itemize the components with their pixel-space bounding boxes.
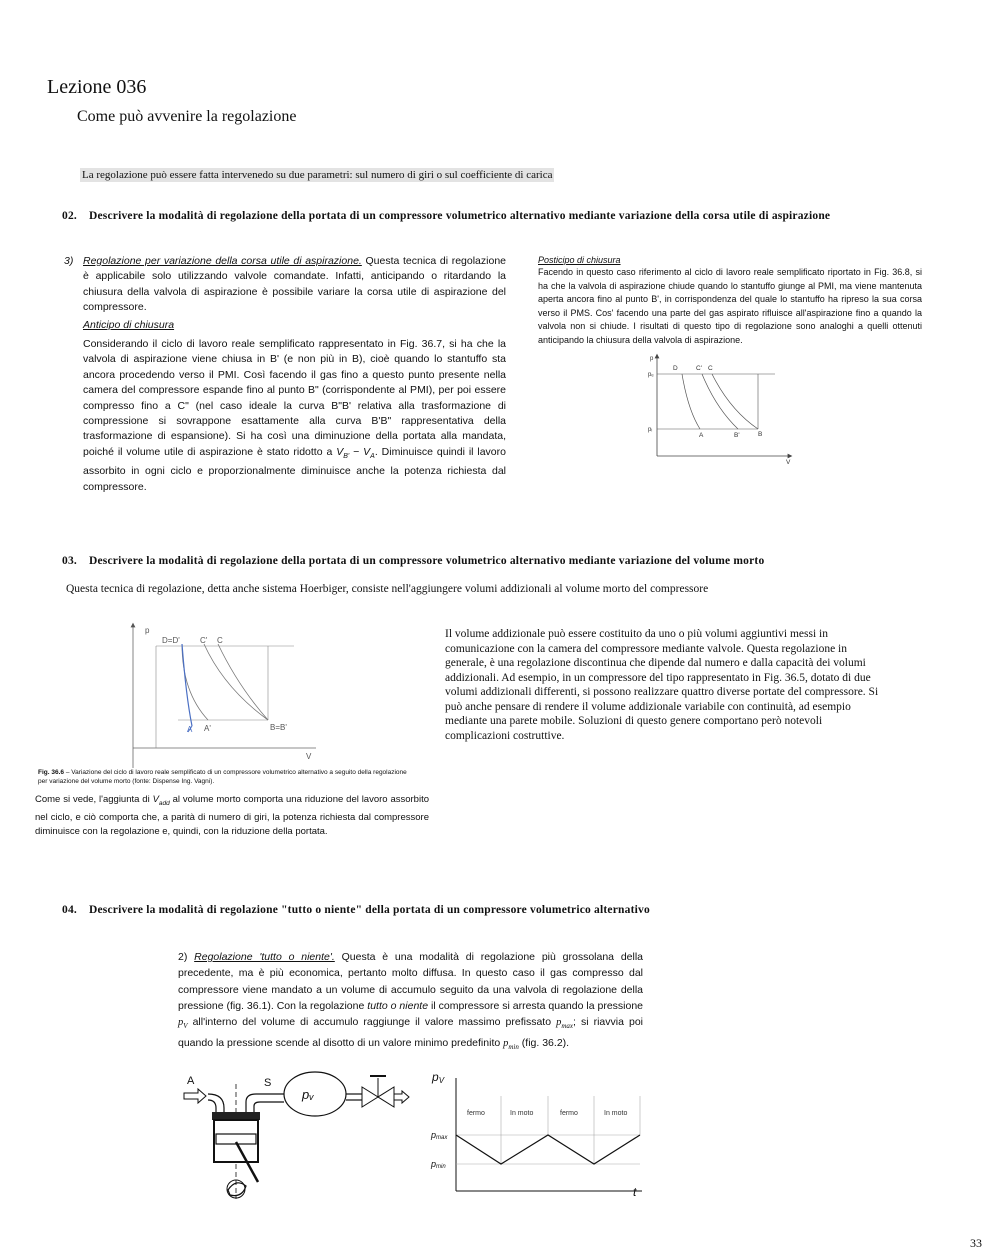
phase-label-3: fermo [560, 1110, 578, 1117]
label-pm: pₑ [648, 372, 654, 378]
q02-right-paragraph: Facendo in questo caso riferimento al ciclo di lavoro reale semplificato riportato in Fig. 36.8, si ha che la valvola di aspirazione chiude quando lo stantuffo giunge al PMI, ma viene mantenuta aperta ancora fino al punto B', in corrispondenza del quale lo stantuffo ha ripreso la sua corsa verso il PMS. Cos' facendo una parte del gas aspirato rifluisce all'aspirazione fino a quando la valvola non si chiude. I risultati di questo tipo di regolazione sono analoghi a quelli ottenuti anticipando la chiusura della valvola di aspirazione. [538, 267, 922, 345]
compression-curve-c [712, 374, 758, 429]
label-A1: A' [204, 724, 211, 733]
valve-right [378, 1087, 394, 1107]
valve-left [362, 1087, 378, 1107]
label-p: p [650, 356, 654, 362]
label-B: B [758, 431, 763, 438]
label-pv: pᵥ [302, 1087, 314, 1102]
label-D: D [673, 365, 678, 372]
label-p: p [145, 626, 150, 635]
phase-label-1: fermo [467, 1110, 485, 1117]
label-A: A [187, 1075, 195, 1087]
expansion-curve-blue [182, 644, 192, 726]
question-03-title: Descrivere la modalità di regolazione della portata di un compressore volumetrico alternativo mediante variazione del volume morto [88, 555, 765, 567]
q04-heading: Regolazione 'tutto o niente'. [194, 951, 335, 963]
compression-curve-c1 [702, 374, 738, 429]
question-02-number: 02. [62, 210, 77, 222]
label-V: V [306, 752, 312, 761]
fig-36-1-compressor-schematic [180, 1064, 410, 1204]
compression-curve-c [218, 644, 268, 720]
q03-intro: Questa tecnica di regolazione, detta anche sistema Hoerbiger, consiste nell'aggiungere volumi addizionali al volume morto del compressore [66, 583, 709, 595]
cylinder-head [212, 1112, 260, 1120]
lesson-title: Lezione 036 [47, 76, 147, 98]
fig-36-2-pressure-time-graph [428, 1066, 652, 1202]
question-04-number: 04. [62, 904, 77, 916]
question-03-heading [62, 555, 764, 567]
page-number: 33 [970, 1236, 982, 1250]
q02-formula: $V_{B'} - V_A$ [336, 445, 375, 460]
fig-36-8-pv-diagram [640, 352, 800, 470]
label-D: D=D' [162, 636, 180, 645]
question-02-heading [62, 210, 830, 222]
label-pmin: pmin [431, 1159, 446, 1170]
intake-arrow [184, 1089, 206, 1103]
label-pa: pᵢ [648, 427, 653, 433]
phase-label-2: In moto [510, 1110, 534, 1117]
q02-left-heading: Regolazione per variazione della corsa utile di aspirazione. [83, 255, 362, 267]
fig-36-6-caption [38, 768, 408, 786]
outlet-arrow [394, 1091, 409, 1103]
question-02-title: Descrivere la modalità di regolazione della portata di un compressore volumetrico alternativo mediante variazione della corsa utile di aspirazione [88, 210, 831, 222]
q02-right-subheading: Posticipo di chiusura [538, 255, 621, 265]
caption-label: Fig. 36.6 [38, 769, 65, 776]
accumulation-tank [284, 1072, 346, 1116]
q04-paragraph: 2) Regolazione 'tutto o niente'. Questa è una modalità di regolazione più grossolana della precedente, ma è più economica, pertanto molto diffusa. In questo caso il gas compresso dal compressore viene mandato a un volume di accumulo seguito da una valvola di regolazione della pressione (fig. 36.1). Con la regolazione tutto o niente il compressore si arresta quando la pressione $p_V$ all'interno del volume di accumulo raggiunge il valore massimo prefissato $p_{max}$; si riavvia poi quando la pressione scende al disotto di un valore minimo predefinito $p_{min}$ (fig. 36.2). [178, 951, 644, 1051]
q02-left-column [64, 254, 506, 495]
question-04-title: Descrivere la modalità di regolazione "tutto o niente" della portata di un compressore volumetrico alternativo [88, 904, 650, 916]
q02-left-subheading: Anticipo di chiusura [83, 318, 175, 331]
q02-right-column [538, 255, 922, 347]
intro-sentence: La regolazione può essere fatta intervenedo su due parametri: sul numero di giri o sul coefficiente di carica [82, 169, 553, 181]
pressure-trace [456, 1135, 640, 1164]
expansion-curve [682, 374, 700, 429]
label-C1: C' [696, 365, 702, 372]
q02-left-p2-end: . Diminuisce quindi il lavoro assorbito in ogni ciclo e proporzionalmente diminuisce anche la potenza richiesta dal compressore. [83, 445, 506, 493]
q03-right-paragraph: Il volume addizionale può essere costituito da uno o più volumi aggiuntivi messi in comunicazione con la camera del compressore mediante valvole. Questa regolazione in generale, è una regolazione discontinua che dipende dal numero e dalla capacità dei volumi addizionali. Ad esempio, in un compressore del tipo rappresentato in Fig. 36.5, dotato di due volumi addizionali differenti, si possono realizzare quattro diverse portate del compressore. Si può anche pensare di rendere il volume addizionale variabile con continuità, ad esempio mediante una parete mobile. Soluzioni di questo genere comportano però notevoli complicazioni costruttive. [445, 628, 879, 742]
lesson-subtitle: Come può avvenire la regolazione [77, 108, 297, 125]
outlet-pipe-top [246, 1094, 284, 1112]
q02-left-p2-text: Considerando il ciclo di lavoro reale semplificato rappresentato in Fig. 36.7, si ha che la valvola di aspirazione viene chiusa in B' (e non più in B), cioè quando lo stantuffo sta ancora procedendo verso il PMI. Così facendo il gas fino a questo punto presente nella camera del compressore espande fino al punto B" (corrispondente al PMI), per poi essere compresso fino a C" (nel caso ideale la curva B"B' relativa alla trasformazione di compressione si sovrappone esattamente alla curva B'B" rappresentativa della trasformazione di espansione). Si ha così una diminuzione della portata alla mandata, poiché il volume utile di aspirazione è stato ridotto a [83, 338, 506, 458]
label-B: B=B' [270, 723, 287, 732]
axis-label-t: t [633, 1185, 637, 1199]
phase-label-4: In moto [604, 1110, 628, 1117]
label-V: V [786, 459, 791, 466]
question-04-heading [62, 904, 650, 916]
q02-left-p2 [83, 337, 506, 495]
fig-36-6-pv-diagram [120, 622, 320, 768]
label-C: C [708, 365, 713, 372]
q02-item-number: 3) [64, 255, 74, 267]
outlet-pipe-bottom [254, 1102, 284, 1112]
label-A: A [187, 725, 193, 734]
intake-pipe-bottom [208, 1100, 216, 1112]
label-pmax: pmax [431, 1130, 448, 1141]
q03-note: Come si vede, l'aggiunta di $V_{add}$ al volume morto comporta una riduzione del lavoro assorbito nel ciclo, e ciò comporta che, a parità di numero di giri, la potenza richiesta dal compressore diminuisce con la regolazione e, quindi, con la riduzione della portata. [35, 794, 429, 837]
label-C: C [217, 636, 223, 645]
label-C1: C' [200, 636, 208, 645]
label-A: A [699, 432, 704, 439]
caption-text: – Variazione del ciclo di lavoro reale semplificato di un compressore volumetrico alternativo a seguito della regolazione per variazione del volume morto (fonte: Dispense Ing. Vagni). [38, 769, 407, 785]
label-S: S [264, 1077, 272, 1089]
axis-label-pv: pV [432, 1070, 445, 1085]
question-03-number: 03. [62, 555, 77, 567]
label-B1: B' [734, 432, 740, 439]
q02-left-p1: Questa tecnica di regolazione è applicabile solo utilizzando valvole comandate. Infatti, anticipando o ritardando la chiusura della valvola di aspirazione è possibile variare la corsa utile di aspirazione del compressore. [83, 255, 506, 314]
